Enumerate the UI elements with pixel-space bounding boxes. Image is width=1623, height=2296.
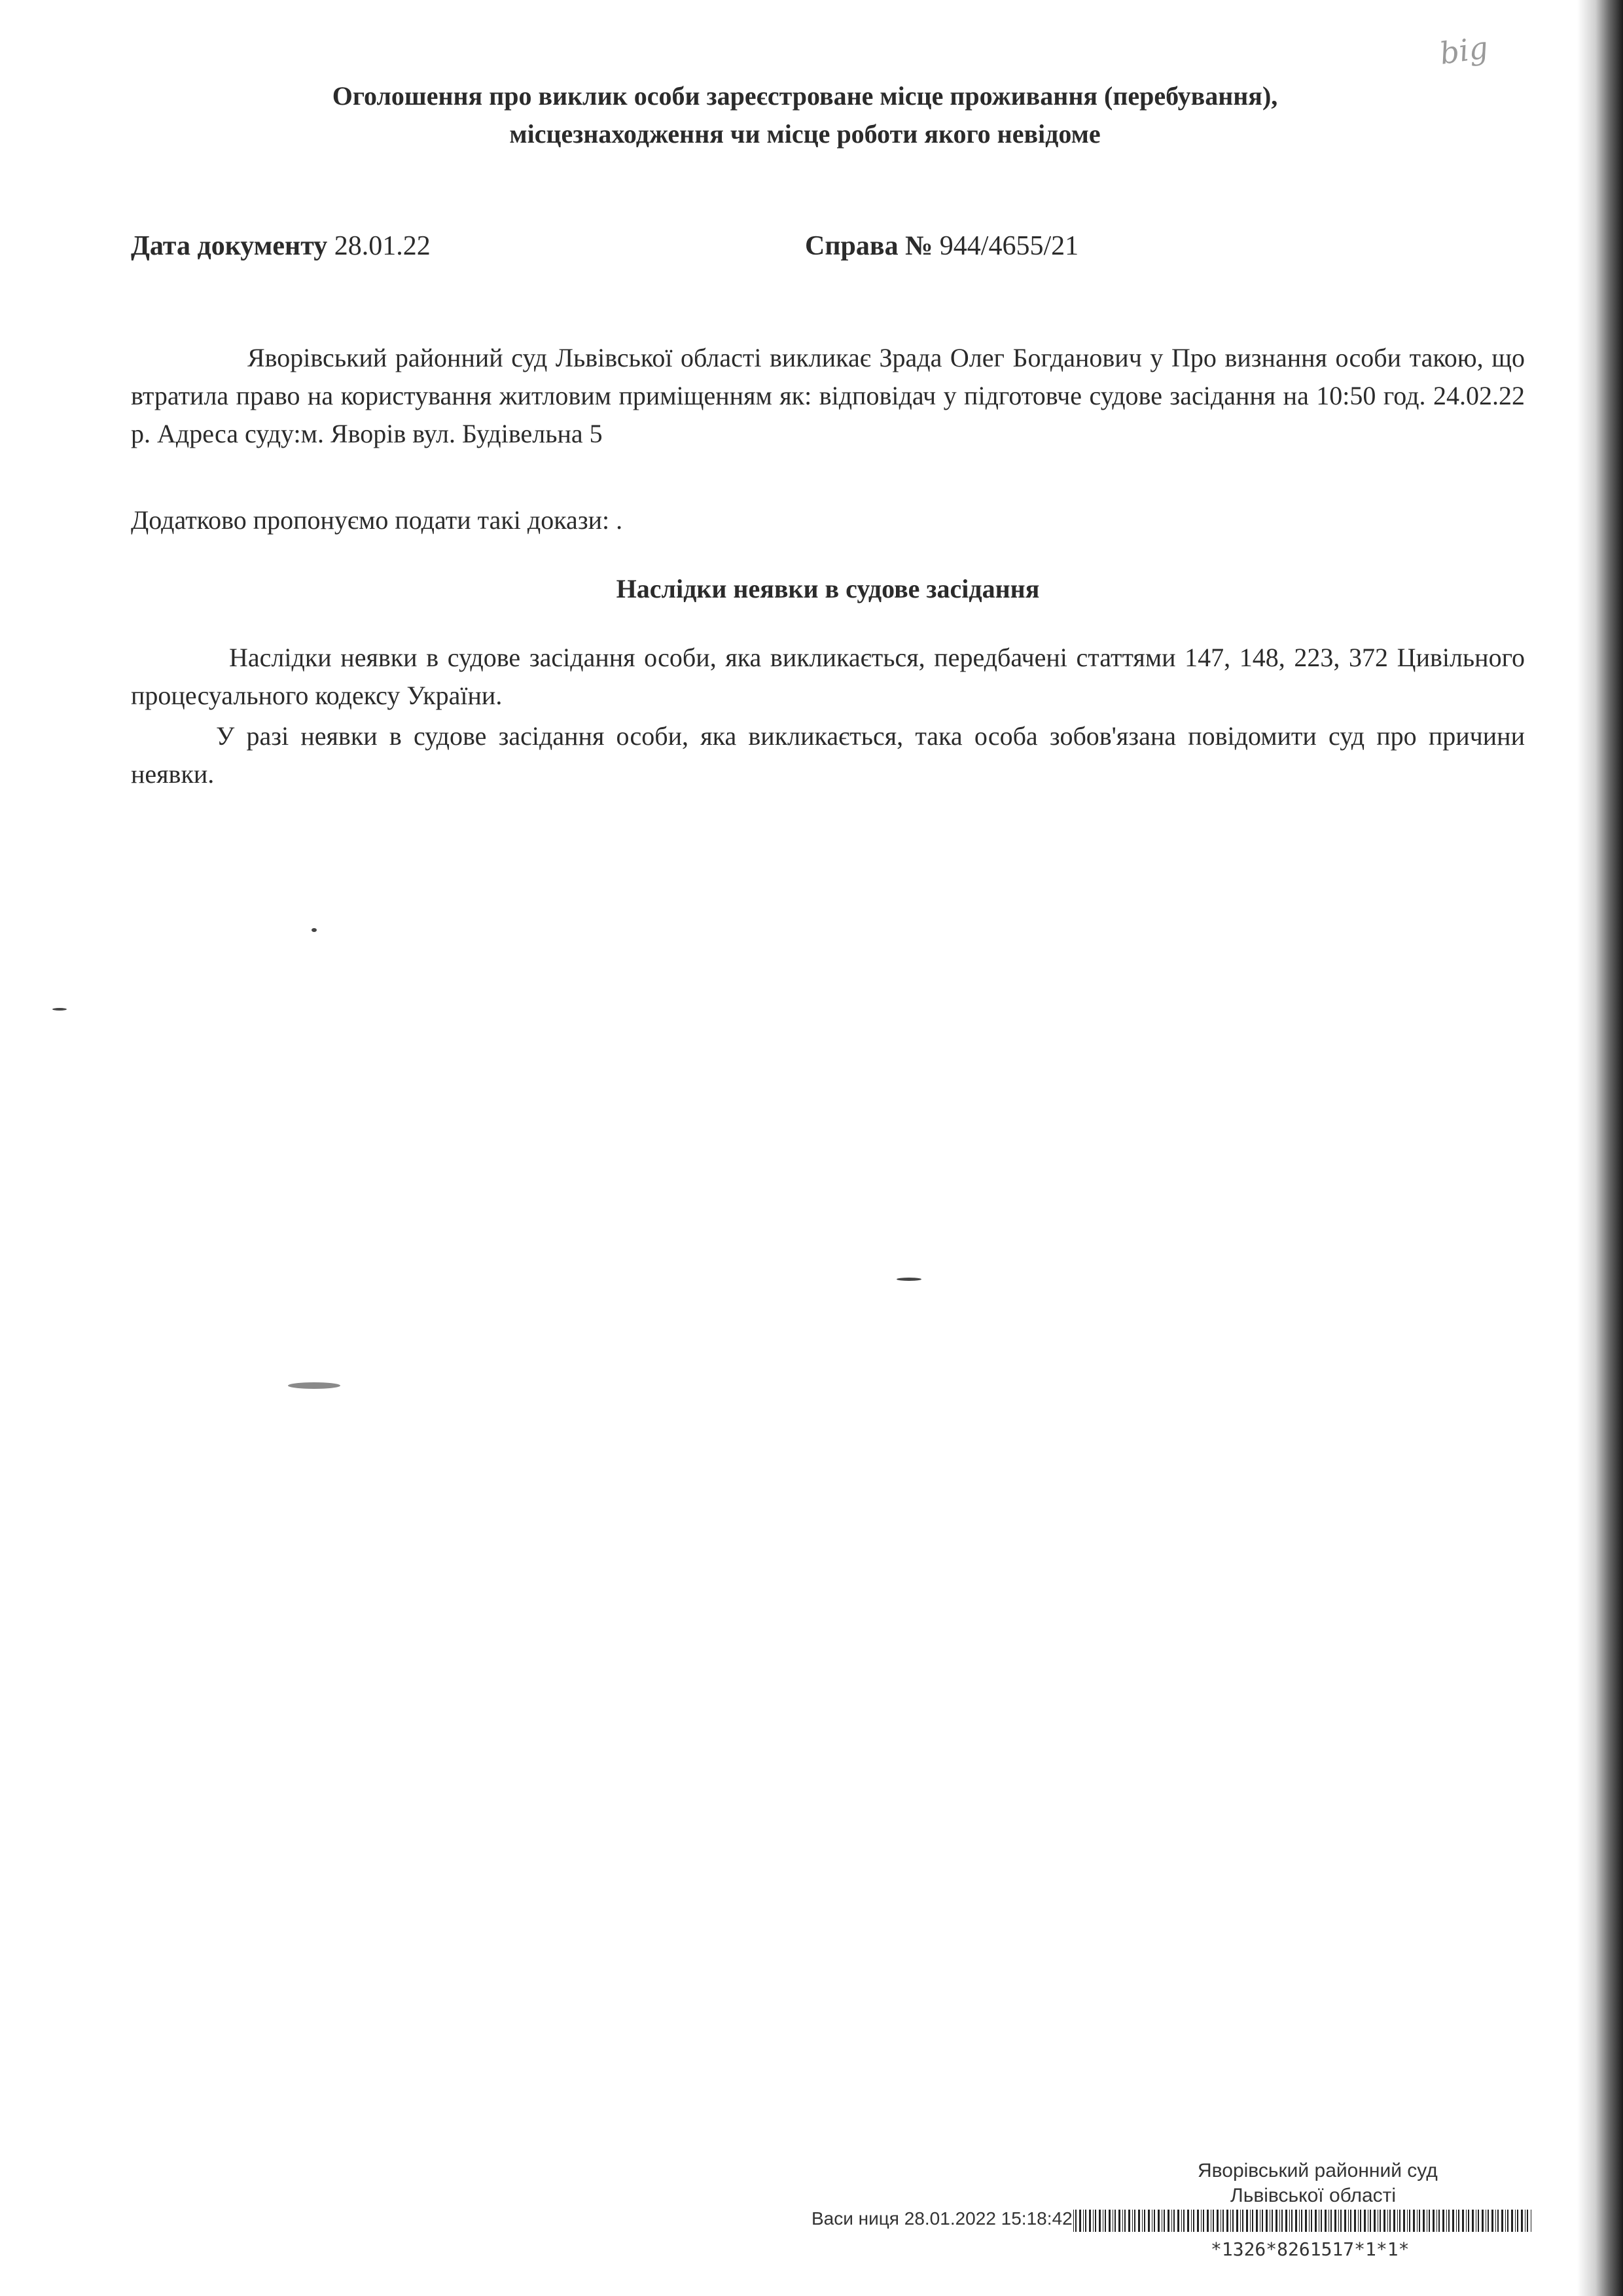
registration-row — [812, 2208, 1551, 2234]
scan-speck — [312, 928, 317, 932]
document-title — [131, 77, 1479, 153]
barcode-icon — [1073, 2210, 1531, 2232]
scan-speck — [52, 1008, 67, 1011]
scan-speck — [288, 1382, 340, 1389]
court-name-line: Яворівський районний суд — [1198, 2160, 1438, 2181]
date-label: Дата документу — [131, 231, 328, 261]
handwritten-mark: big — [1437, 29, 1491, 71]
title-line-2: місцезнаходження чи місце роботи якого невідоме — [509, 119, 1101, 149]
case-value: 944/4655/21 — [939, 231, 1079, 261]
document-date — [131, 230, 431, 262]
case-number — [805, 230, 1079, 262]
barcode-number: *1326*8261517*1*1* — [1211, 2238, 1410, 2260]
summons-paragraph: Яворівський районний суд Львівської області викликає Зрада Олег Богданович у Про визнання особи такою, що втратила право на користування житловим приміщенням як: відповідач у підготовче судове засідання на 10:50 год. 24.02.22 р. Адреса суду:м. Яворів вул. Будівельна 5 — [131, 343, 1525, 448]
consequences-heading: Наслідки неявки в судове засідання — [616, 574, 1040, 603]
title-line-1: Оголошення про виклик особи зареєстроване місце проживання (перебування), — [332, 81, 1278, 111]
notice-paragraph: У разі неявки в судове засідання особи, яка викликається, така особа зобов'язана повідомити суд про причини неявки. — [131, 721, 1525, 789]
consequences-paragraph: Наслідки неявки в судове засідання особи, яка викликається, передбачені статтями 147, 148, 223, 372 Цивільного процесуального кодексу України. — [131, 643, 1525, 710]
case-label: Справа № — [805, 231, 933, 261]
scan-shadow-edge — [1577, 0, 1623, 2296]
court-region-line: Львівської області — [1230, 2185, 1397, 2206]
registration-timestamp: Васи ниця 28.01.2022 15:18:42 — [812, 2208, 1073, 2229]
evidence-paragraph: Додатково пропонуємо подати такі докази: . — [131, 505, 623, 535]
date-value: 28.01.22 — [334, 231, 431, 261]
scan-speck — [897, 1278, 921, 1281]
